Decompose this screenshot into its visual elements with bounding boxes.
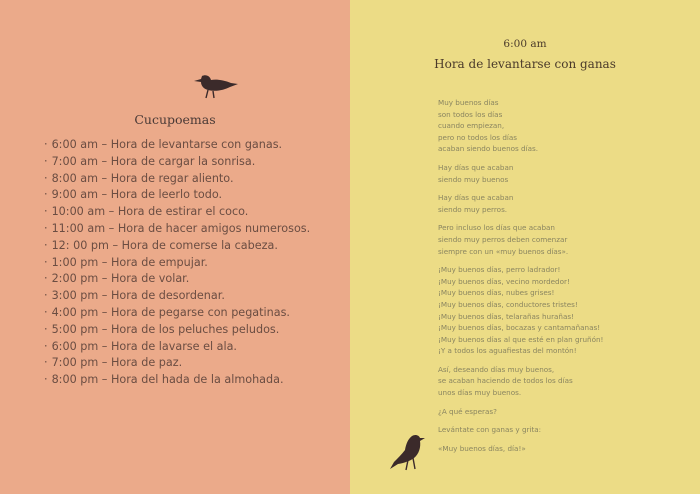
poem-stanza: [438, 97, 678, 155]
list-item: · 6:00 pm – Hora de lavarse el ala.: [44, 339, 310, 356]
poem-line: «Muy buenos días, día!»: [438, 443, 526, 453]
poem-stanza: [438, 406, 678, 418]
list-item: · 12: 00 pm – Hora de comerse la cabeza.: [44, 238, 310, 255]
poem-line: siendo muy perros deben comenzar: [438, 234, 568, 244]
poem-line: ¡Muy buenos días, telarañas hurañas!: [438, 311, 575, 321]
poem-stanza: [438, 443, 678, 455]
poem-line: siendo muy buenos: [438, 174, 509, 184]
poem-line: acaban siendo buenos días.: [438, 144, 539, 154]
list-item: · 9:00 am – Hora de leerlo todo.: [44, 187, 310, 204]
list-item: · 1:00 pm – Hora de empujar.: [44, 255, 310, 272]
poem-line: Así, deseando días muy buenos,: [438, 364, 555, 374]
poem-line: ¿A qué esperas?: [438, 406, 497, 416]
table-of-contents: [44, 137, 310, 389]
poem-line: Hay días que acaban: [438, 193, 514, 203]
poem-line: Levántate con ganas y grita:: [438, 425, 542, 435]
poem-line: ¡Muy buenos días, perro ladrador!: [438, 265, 561, 275]
poem-line: siendo muy perros.: [438, 204, 508, 214]
poem-line: unos días muy buenos.: [438, 388, 522, 398]
poem-line: Muy buenos días: [438, 98, 499, 107]
poem-title: Hora de levantarse con ganas: [434, 57, 616, 71]
list-item: · 2:00 pm – Hora de volar.: [44, 271, 310, 288]
poem-line: Hay días que acaban: [438, 162, 514, 172]
bird-icon: [388, 430, 428, 474]
poem-line: cuando empiezan,: [438, 121, 505, 131]
poem-line: siempre con un «muy buenos días».: [438, 246, 569, 256]
list-item: · 8:00 pm – Hora del hada de la almohada.: [44, 372, 310, 389]
poem-line: ¡Muy buenos días, vecino mordedor!: [438, 276, 570, 286]
poem-line: son todos los días: [438, 109, 503, 119]
poem-line: ¡Y a todos los aguafiestas del montón!: [438, 346, 577, 356]
list-item: · 4:00 pm – Hora de pegarse con pegatinas.: [44, 305, 310, 322]
list-item: · 8:00 am – Hora de regar aliento.: [44, 171, 310, 188]
poem-line: ¡Muy buenos días, nubes grises!: [438, 288, 555, 298]
list-item: · 7:00 pm – Hora de paz.: [44, 355, 310, 372]
list-item: · 3:00 pm – Hora de desordenar.: [44, 288, 310, 305]
poem-stanza: [438, 364, 678, 399]
poem-line: ¡Muy buenos días al que esté en plan gruñón!: [438, 334, 604, 344]
poem-line: ¡Muy buenos días, conductores tristes!: [438, 299, 578, 309]
poem-line: pero no todos los días: [438, 132, 518, 142]
poem-line: ¡Muy buenos días, bocazas y cantamañanas!: [438, 323, 601, 333]
list-item: · 7:00 am – Hora de cargar la sonrisa.: [44, 154, 310, 171]
list-item: · 6:00 am – Hora de levantarse con ganas.: [44, 137, 310, 154]
page-title: Cucupoemas: [134, 112, 216, 127]
poem-stanza: [438, 264, 678, 357]
poem-line: se acaban haciendo de todos los días: [438, 376, 573, 386]
poem-line: Pero incluso los días que acaban: [438, 223, 555, 233]
poem-stanza: [438, 424, 678, 436]
list-item: · 11:00 am – Hora de hacer amigos numerosos.: [44, 221, 310, 238]
poem-stanza: [438, 222, 678, 257]
right-page: [350, 0, 700, 494]
list-item: · 5:00 pm – Hora de los peluches peludos.: [44, 322, 310, 339]
list-item: · 10:00 am – Hora de estirar el coco.: [44, 204, 310, 221]
poem-stanza: [438, 162, 678, 185]
poem-body: [438, 97, 678, 461]
bird-icon: [188, 70, 240, 104]
poem-stanza: [438, 192, 678, 215]
poem-time: 6:00 am: [503, 38, 547, 50]
